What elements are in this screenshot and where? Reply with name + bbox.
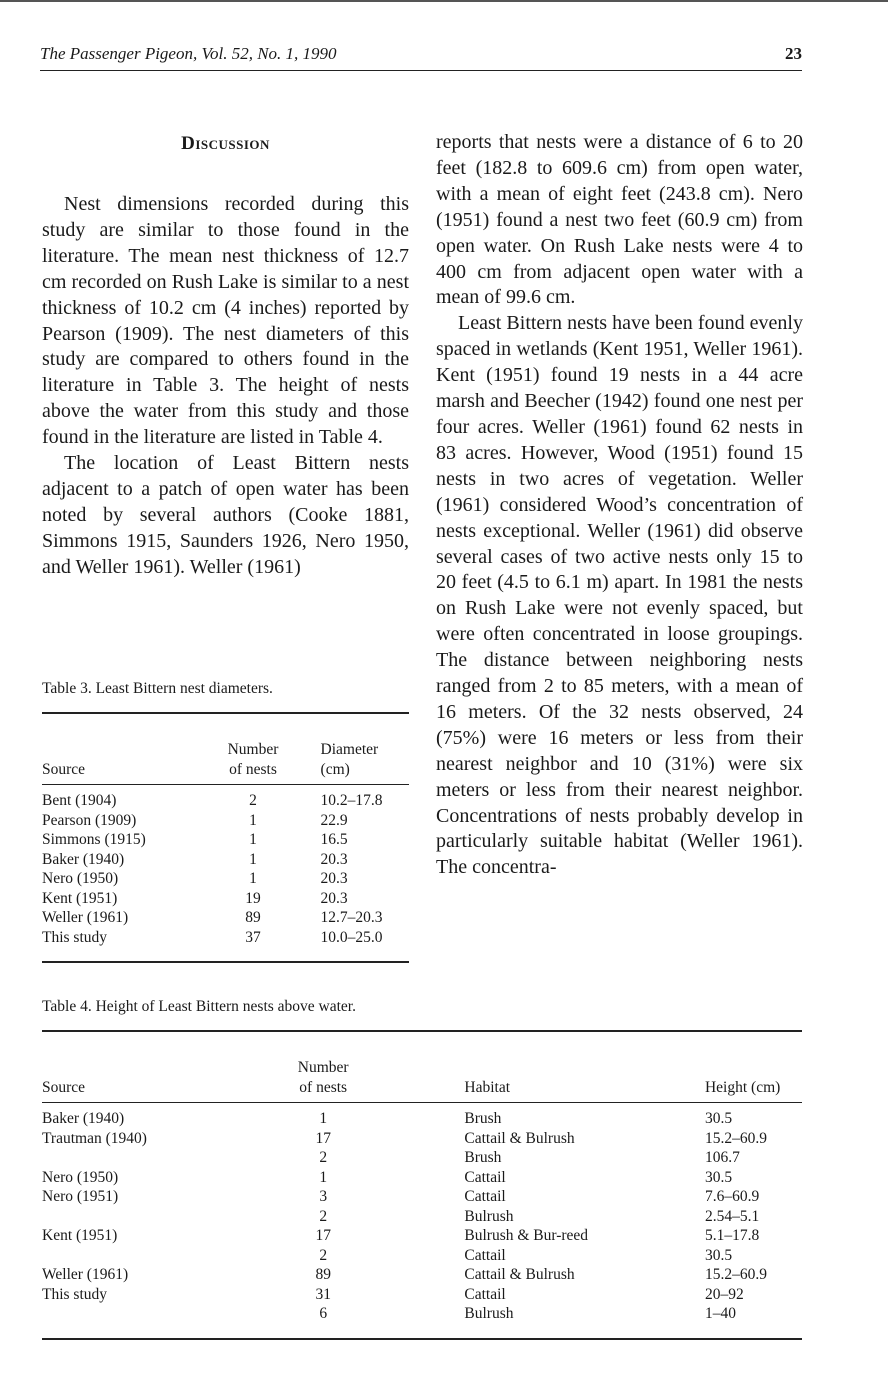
- table-cell: 10.2–17.8: [320, 792, 383, 809]
- column-header: Height (cm): [650, 1031, 802, 1103]
- table-cell: 31: [315, 1285, 331, 1303]
- right-column-text: [436, 130, 803, 881]
- table-cell: Simmons (1915): [42, 831, 146, 848]
- table-cell: 1: [319, 1168, 328, 1186]
- table-cell: Bulrush & Bur-reed: [464, 1227, 589, 1244]
- table-row: [42, 1129, 802, 1149]
- table-cell: 106.7: [704, 1149, 740, 1166]
- table-cell: 2: [319, 1207, 328, 1225]
- left-column: [42, 130, 409, 581]
- table-cell: 30.5: [704, 1110, 733, 1127]
- table-cell: 89: [245, 909, 261, 926]
- table-row: [42, 785, 409, 811]
- table-cell: 22.9: [320, 811, 348, 829]
- page-number: 23: [785, 44, 802, 63]
- table-cell: Weller (1961): [42, 1266, 129, 1283]
- table-cell: 2: [249, 792, 257, 809]
- table-cell: [42, 1246, 232, 1266]
- table-cell: 1: [249, 850, 257, 868]
- table-row: [42, 1285, 802, 1305]
- table-cell: Kent (1951): [42, 889, 118, 907]
- table-cell: 20.3: [320, 850, 348, 868]
- table-cell: 2: [319, 1149, 328, 1166]
- table-row: [42, 1148, 802, 1168]
- table-cell: 1: [249, 831, 257, 848]
- paragraph: The location of Least Bittern nests adjacent to a patch of open water has been noted by several authors (Cooke 1881, Simmons 1915, Saunders 1926, Nero 1950, and Weller 1961). Weller (1961): [42, 452, 409, 578]
- table-cell: 3: [319, 1188, 328, 1205]
- table-cell: 15.2–60.9: [704, 1129, 767, 1147]
- column-header: Source: [42, 1031, 232, 1103]
- column-header: Diameter (cm): [303, 713, 409, 785]
- table-row: [42, 889, 409, 909]
- table-cell: 30.5: [704, 1246, 733, 1264]
- table-row: [42, 1246, 802, 1266]
- table-cell: 15.2–60.9: [704, 1266, 767, 1283]
- table-row: [42, 928, 409, 963]
- table-cell: Nero (1950): [42, 1168, 119, 1186]
- table-row: [42, 1103, 802, 1129]
- table-cell: Cattail: [464, 1285, 506, 1303]
- table-row: [42, 1304, 802, 1339]
- paragraph: Least Bittern nests have been found evenly spaced in wetlands (Kent 1951, Weller 1961). Kent (1951) found 19 nests in a 44 acre marsh and Beecher (1942) found one nest per four acres. Weller (1961) found 62 nests in 83 acres. However, Wood (1951) found 15 nests in two acres of vegetation. Weller (1961) considered Wood’s concentration of nests exceptional. Weller (1961) did observe several cases of two active nests only 15 to 20 feet (4.5 to 6.1 m) apart. In 1981 the nests on Rush Lake were not evenly spaced, but were often concentrated in loose groupings. The distance between neighboring nests ranged from 2 to 85 meters, with a mean of 16 meters. Of the 32 nests observed, 24 (75%) were 16 meters or less from their nearest neighbor and 10 (31%) were six meters or less from their nearest neighbor. Concentrations of nests probably develop in particularly suitable habitat (Weller 1961). The concentra-: [436, 312, 803, 879]
- top-rule: [0, 0, 888, 2]
- table-cell: 20–92: [704, 1285, 744, 1303]
- paragraph: reports that nests were a distance of 6 to 20 feet (182.8 to 609.6 cm) from open water, with a mean of eight feet (243.8 cm). Nero (1951) found a nest two feet (60.9 cm) from open water. On Rush Lake nests were 4 to 400 cm from adjacent open water with a mean of 99.6 cm.: [436, 131, 803, 309]
- table-row: [42, 850, 409, 870]
- paragraph: Nest dimensions recorded during this study are similar to those found in the literature. The mean nest thickness of 12.7 cm recorded on Rush Lake is similar to a nest thickness of 10.2 cm (4 inches) reported by Pearson (1909). The nest diameters of this study are compared to others found in the literature in Table 3. The height of nests above the water from this study and those found in the literature are listed in Table 4.: [42, 193, 409, 449]
- table-cell: Baker (1940): [42, 1110, 125, 1127]
- table-cell: 19: [245, 889, 261, 907]
- table-cell: Bulrush: [464, 1207, 514, 1225]
- table-cell: 37: [245, 928, 261, 946]
- right-column: [436, 130, 803, 881]
- table-cell: 5.1–17.8: [704, 1227, 760, 1244]
- table-cell: Brush: [464, 1110, 502, 1127]
- table-cell: Kent (1951): [42, 1227, 118, 1244]
- table-cell: 17: [315, 1129, 331, 1147]
- table-4-caption: Table 4. Height of Least Bittern nests above water.: [42, 998, 356, 1015]
- table-cell: 7.6–60.9: [704, 1188, 760, 1205]
- table-cell: 2.54–5.1: [704, 1207, 760, 1225]
- table-3: [42, 712, 409, 963]
- table-cell: 20.3: [320, 870, 348, 887]
- column-header: Number of nests: [203, 713, 302, 785]
- table-cell: [42, 1304, 232, 1339]
- table-row: [42, 1207, 802, 1227]
- table-cell: Bulrush: [464, 1305, 514, 1322]
- table-row: [42, 908, 409, 928]
- table-cell: Cattail: [464, 1188, 506, 1205]
- table-cell: 2: [319, 1246, 328, 1264]
- table-cell: Nero (1951): [42, 1188, 119, 1205]
- table-row: [42, 811, 409, 831]
- table-row: [42, 1168, 802, 1188]
- table-cell: Weller (1961): [42, 909, 129, 926]
- table-4: [42, 1030, 802, 1340]
- table-cell: Trautman (1940): [42, 1129, 147, 1147]
- column-header: Source: [42, 713, 203, 785]
- table-cell: Nero (1950): [42, 870, 119, 887]
- table-3-caption: Table 3. Least Bittern nest diameters.: [42, 680, 273, 697]
- table-row: [42, 1226, 802, 1246]
- table-cell: 10.0–25.0: [320, 928, 383, 946]
- table-cell: Cattail: [464, 1246, 506, 1264]
- column-header: Number of nests: [232, 1031, 414, 1103]
- table-row: [42, 830, 409, 850]
- table-cell: [42, 1148, 232, 1168]
- left-column-text: [42, 192, 409, 581]
- table-row: [42, 1187, 802, 1207]
- table-cell: [42, 1207, 232, 1227]
- journal-citation: The Passenger Pigeon, Vol. 52, No. 1, 1990: [40, 44, 337, 63]
- table-row: [42, 869, 409, 889]
- table-cell: This study: [42, 1285, 108, 1303]
- table-cell: Brush: [464, 1149, 502, 1166]
- table-row: [42, 1265, 802, 1285]
- table-cell: Cattail: [464, 1168, 506, 1186]
- table-cell: Bent (1904): [42, 792, 117, 809]
- table-cell: 12.7–20.3: [320, 909, 383, 926]
- table-cell: 1: [319, 1110, 328, 1127]
- section-title: Discussion: [181, 133, 270, 154]
- table-cell: Baker (1940): [42, 850, 125, 868]
- table-cell: Pearson (1909): [42, 811, 137, 829]
- table-cell: Cattail & Bulrush: [464, 1129, 575, 1147]
- table-cell: 20.3: [320, 889, 348, 907]
- table-cell: 30.5: [704, 1168, 733, 1186]
- table-cell: 16.5: [320, 831, 348, 848]
- column-header: Habitat: [414, 1031, 650, 1103]
- table-cell: 17: [315, 1227, 331, 1244]
- running-header: [40, 44, 802, 71]
- table-cell: 1: [249, 811, 257, 829]
- table-cell: Cattail & Bulrush: [464, 1266, 575, 1283]
- table-cell: 1: [249, 870, 257, 887]
- table-cell: This study: [42, 928, 108, 946]
- table-cell: 6: [319, 1305, 328, 1322]
- table-cell: 89: [315, 1266, 331, 1283]
- table-cell: 1–40: [704, 1305, 736, 1322]
